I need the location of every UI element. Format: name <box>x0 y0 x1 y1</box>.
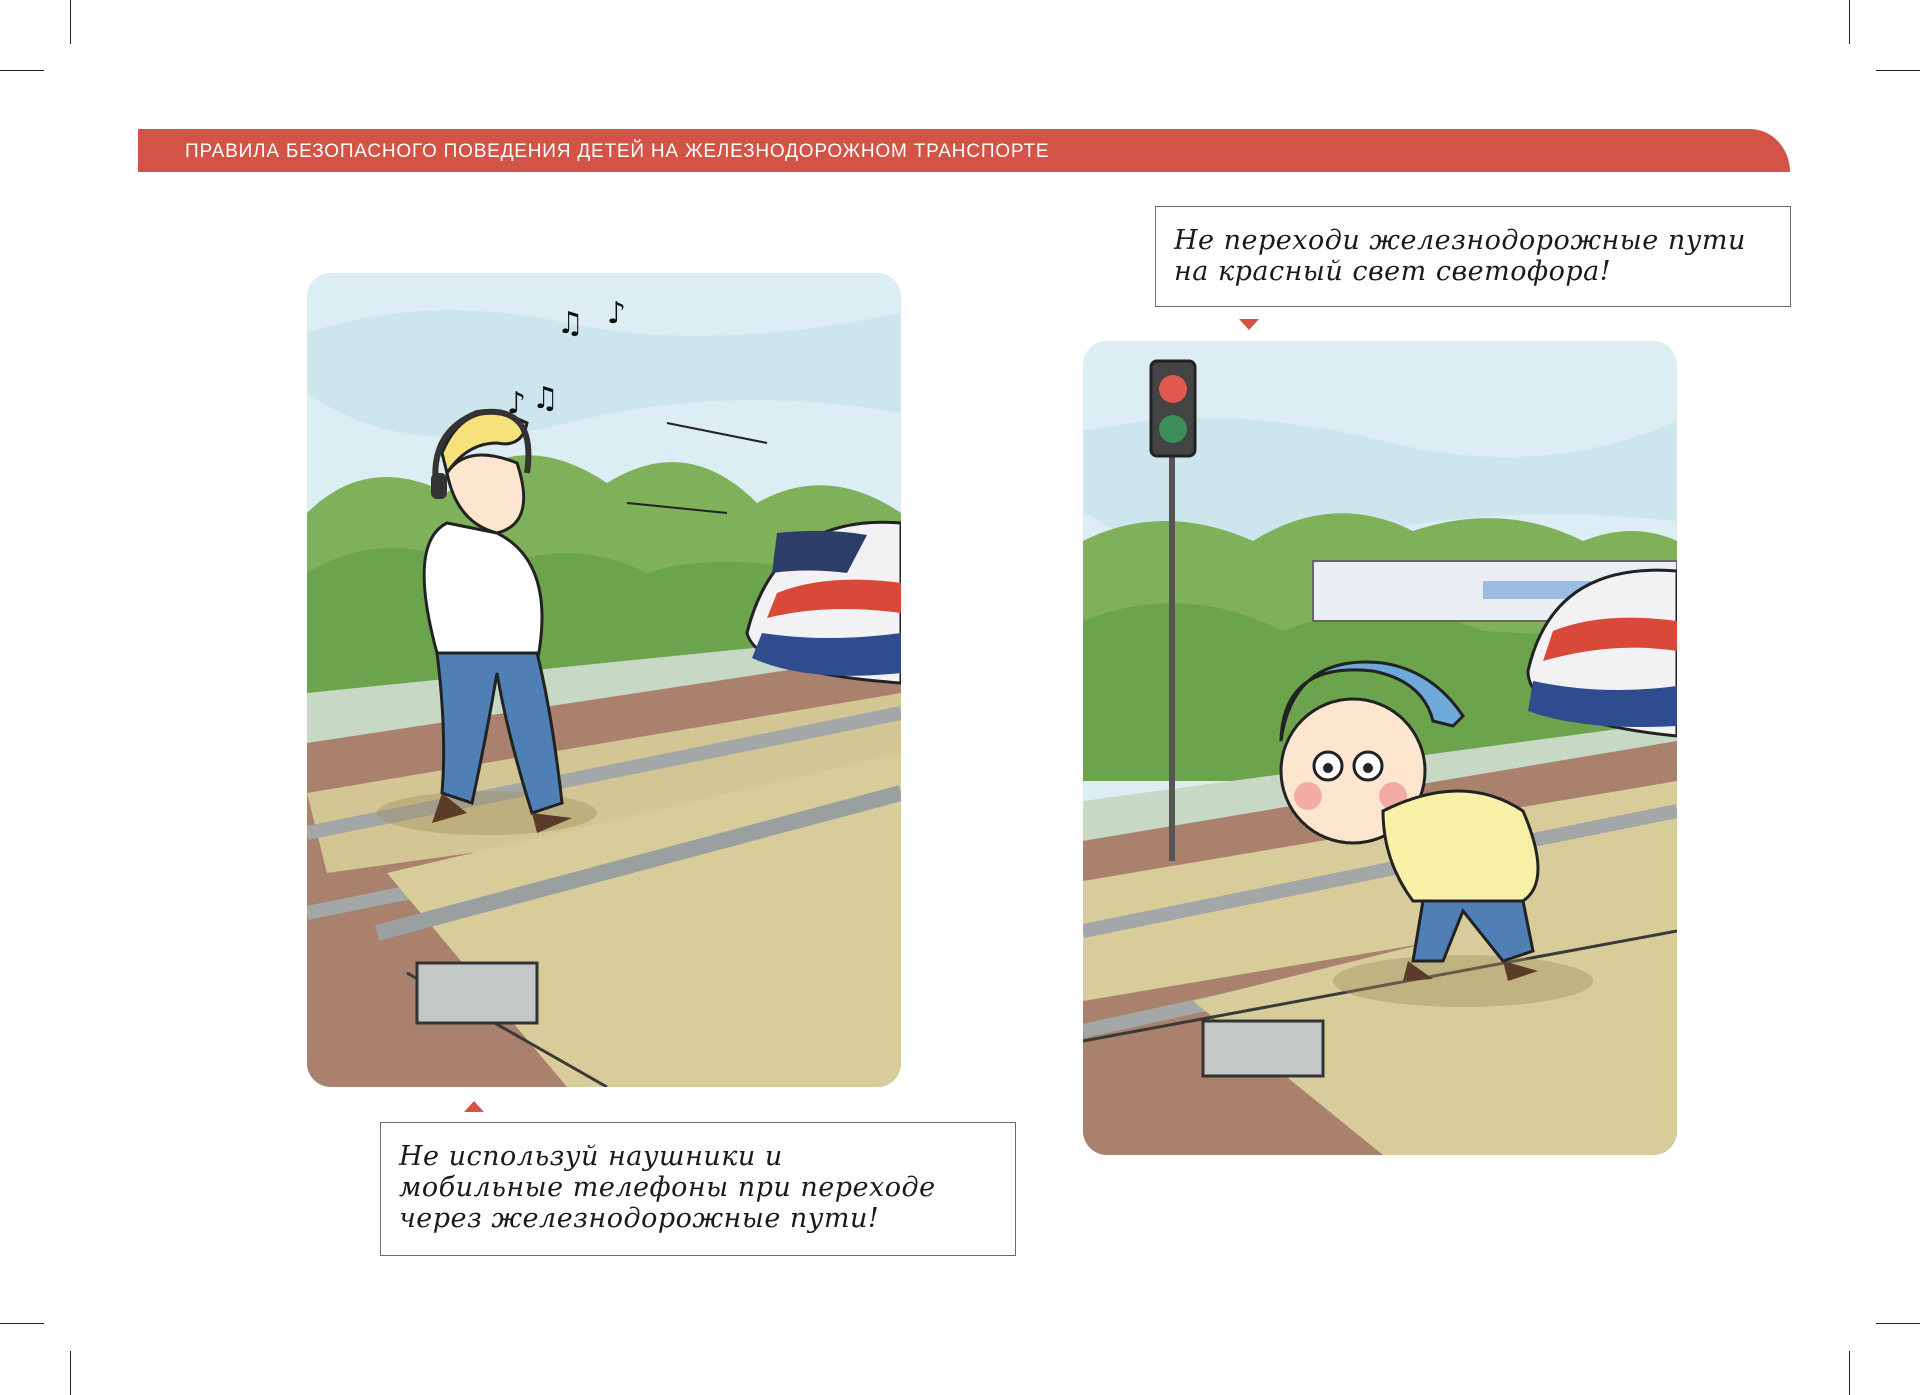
caption-line: через железнодорожные пути! <box>399 1203 880 1234</box>
crop-mark <box>70 0 71 44</box>
crop-mark <box>1876 70 1920 71</box>
caption-pointer <box>464 1101 484 1112</box>
svg-text:♫: ♫ <box>532 381 559 416</box>
header-bar <box>138 129 1790 172</box>
svg-text:♪: ♪ <box>607 296 627 331</box>
svg-text:♪: ♪ <box>507 386 527 421</box>
crop-mark <box>0 1323 44 1324</box>
caption-line: Не переходи железнодорожные пути <box>1174 225 1746 256</box>
caption-traffic-light <box>1155 206 1791 307</box>
crop-mark <box>70 1351 71 1395</box>
illustration-traffic-light <box>1083 341 1677 1155</box>
svg-text:♫: ♫ <box>557 306 584 341</box>
caption-pointer <box>1239 319 1259 330</box>
illustration-headphones <box>307 273 901 1087</box>
header-title: ПРАВИЛА БЕЗОПАСНОГО ПОВЕДЕНИЯ ДЕТЕЙ НА ЖЕЛЕЗНОДОРОЖНОМ ТРАНСПОРТЕ <box>185 141 1050 162</box>
caption-headphones <box>380 1122 1016 1256</box>
caption-line: мобильные телефоны при переходе <box>399 1172 936 1203</box>
caption-line: на красный свет светофора! <box>1174 256 1612 287</box>
crop-mark <box>1849 0 1850 44</box>
crop-mark <box>1849 1351 1850 1395</box>
crop-mark <box>0 70 44 71</box>
caption-line: Не используй наушники и <box>399 1141 783 1172</box>
crop-mark <box>1876 1323 1920 1324</box>
